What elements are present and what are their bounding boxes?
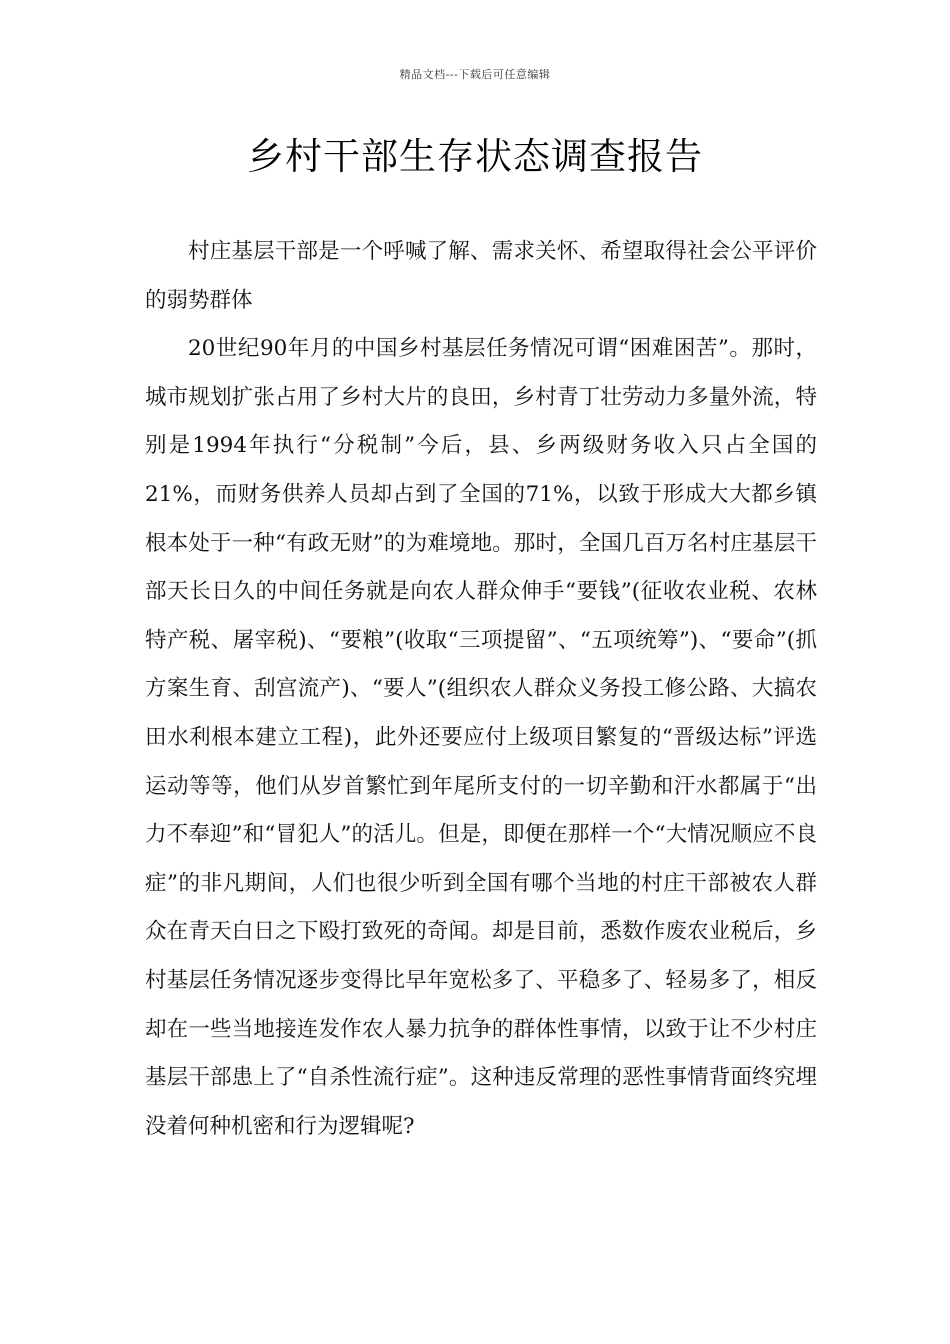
paragraph-intro: 村庄基层干部是一个呼喊了解、需求关怀、希望取得社会公平评价的弱势群体 [145, 239, 817, 313]
paragraph-main: 20世纪90年月的中国乡村基层任务情况可谓“困难困苦”。那时，城市规划扩张占用了乡村大片的良田，乡村青丁壮劳动力多量外流，特别是1994年执行“分税制”今后，县、乡两级财务收入只占全国的21%，而财务供养人员却占到了全国的71%，以致于形成大大都乡镇根本处于一种“有政无财”的为难境地。那时，全国几百万名村庄基层干部天长日久的中间任务就是向农人群众伸手“要钱”(征收农业税、农林特产税、屠宰税)、“要粮”(收取“三项提留”、“五项统筹”)、“要命”(抓方案生育、刮宫流产)、“要人”(组织农人群众义务投工修公路、大搞农田水利根本建立工程)，此外还要应付上级项目繁复的“晋级达标”评选运动等等，他们从岁首繁忙到年尾所支付的一切辛勤和汗水都属于“出力不奉迎”和“冒犯人”的活儿。但是，即便在那样一个“大情况顺应不良症”的非凡期间，人们也很少听到全国有哪个当地的村庄干部被农人群众在青天白日之下殴打致死的奇闻。却是目前，悉数作废农业税后，乡村基层任务情况逐步变得比早年宽松多了、平稳多了、轻易多了，相反却在一些当地接连发作农人暴力抗争的群体性事情，以致于让不少村庄基层干部患上了“自杀性流行症”。这种违反常理的恶性事情背面终究埋没着何种机密和行为逻辑呢? [145, 336, 817, 1139]
document-body [145, 228, 817, 1151]
header-note: 精品文档---下载后可任意编辑 [399, 68, 551, 81]
document-title: 乡村干部生存状态调查报告 [247, 135, 703, 178]
